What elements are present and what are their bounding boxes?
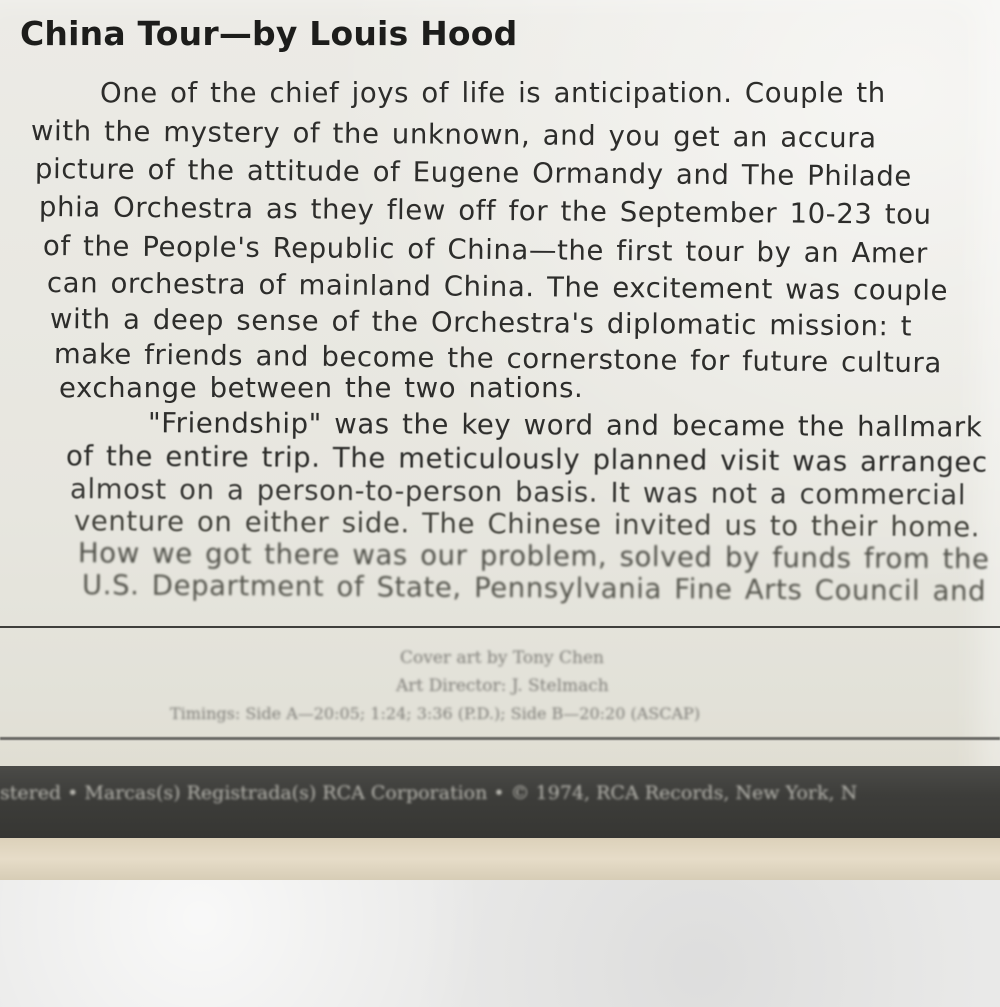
article-line-3: picture of the attitude of Eugene Ormandy and The Philade (34, 153, 913, 193)
article-line-5: of the People's Republic of China—the first tour by an Amer (42, 230, 928, 270)
article-line-10: "Friendship" was the key word and became the hallmark (147, 407, 983, 444)
article-line-4: phia Orchestra as they flew off for the September 10-23 tou (38, 191, 932, 231)
article-title: China Tour—by Louis Hood (20, 14, 518, 53)
cover-edge (0, 838, 1000, 880)
article-line-12: almost on a person-to-person basis. It was not a commercial (69, 473, 967, 512)
article-line-7: with a deep sense of the Orchestra's diplomatic mission: t (49, 303, 913, 343)
article-line-8: make friends and become the cornerstone for future cultura (53, 338, 943, 380)
article-line-13: venture on either side. The Chinese invited us to their home. (73, 505, 981, 544)
credit-timings: Timings: Side A—20:05; 1:24; 3:36 (P.D.); Side B—20:20 (ASCAP) (170, 704, 701, 723)
credit-cover-art: Cover art by Tony Chen (400, 648, 604, 668)
credit-art-director: Art Director: J. Stelmach (396, 676, 609, 696)
article-line-14: How we got there was our problem, solved by funds from the (77, 537, 990, 576)
table-surface (0, 880, 1000, 1007)
article-line-15: U.S. Department of State, Pennsylvania Fine Arts Council and (81, 569, 987, 608)
article-line-9: exchange between the two nations. (59, 372, 584, 404)
article-line-1: One of the chief joys of life is anticipation. Couple th (100, 77, 886, 109)
divider-rule-top (0, 626, 1000, 628)
article-line-2: with the mystery of the unknown, and you get an accura (30, 115, 877, 155)
article-line-6: can orchestra of mainland China. The excitement was couple (46, 267, 949, 307)
divider-rule-bottom (0, 737, 1000, 740)
footer-band-text: stered • Marcas(s) Registrada(s) RCA Corporation • © 1974, RCA Records, New York, N (0, 782, 858, 804)
article-line-11: of the entire trip. The meticulously planned visit was arrangec (65, 440, 988, 479)
footer-band (0, 766, 1000, 840)
